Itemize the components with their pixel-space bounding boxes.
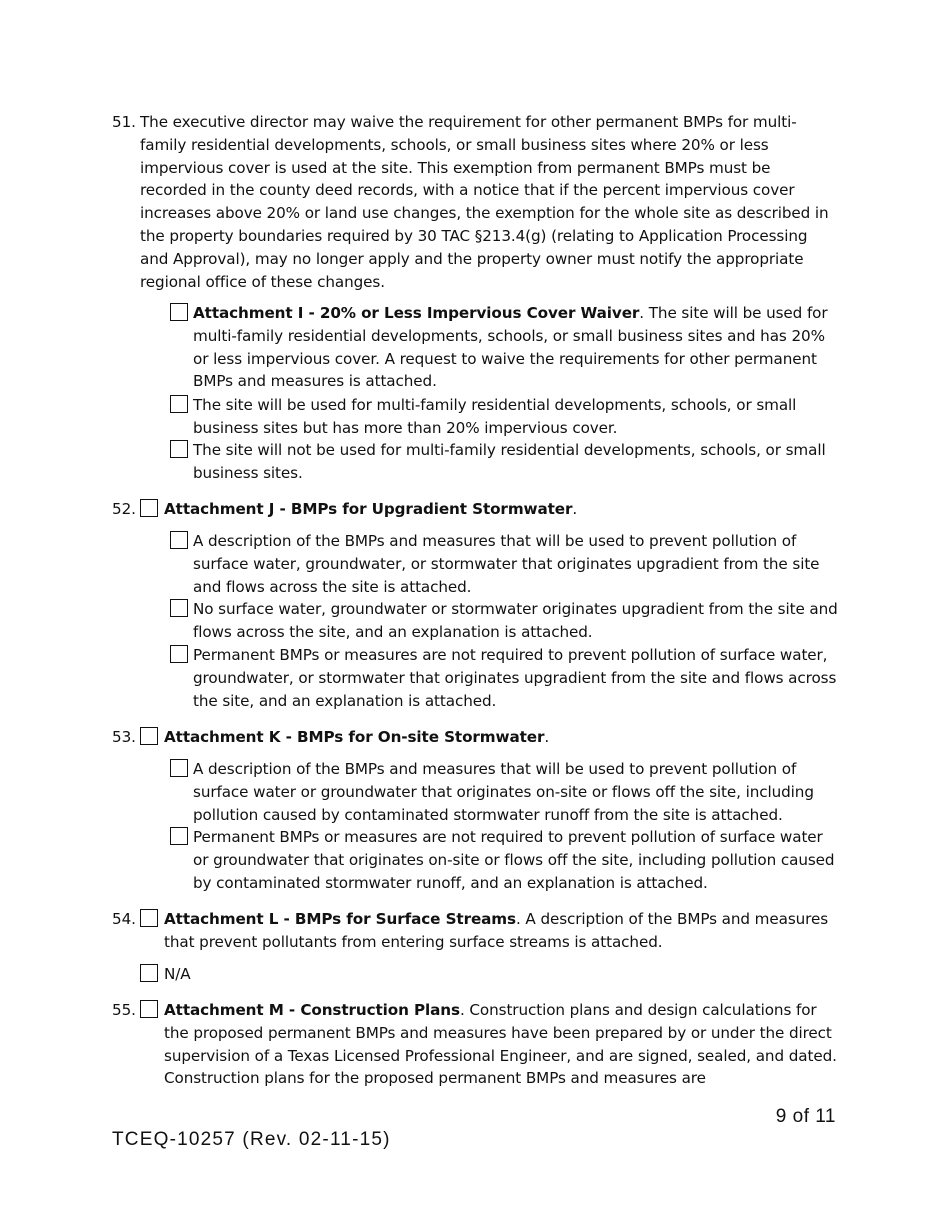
question-52-option-1 xyxy=(170,530,840,598)
question-52-number: 52. xyxy=(112,500,136,518)
question-52-option-3 xyxy=(170,644,840,712)
question-53 xyxy=(112,726,842,749)
question-51-option-3-text: The site will not be used for multi-family residential developments, schools, or small business sites. xyxy=(193,441,826,482)
question-53-option-1-text: A description of the BMPs and measures that will be used to prevent pollution of surface water or groundwater that originates on-site or flows off the site, including pollution caused by contaminated stormwater runoff from the site is attached. xyxy=(193,760,814,824)
question-52-option-2 xyxy=(170,598,840,644)
question-52-text: . xyxy=(572,500,578,518)
question-54 xyxy=(112,908,842,954)
checkbox-attachment-i[interactable] xyxy=(170,303,188,321)
question-55-text: . Construction plans and design calculations for the proposed permanent BMPs and measures have been prepared by or under the direct supervision of a Texas Licensed Professional Engineer, and are signed, sealed, and dated. Construction plans for the proposed permanent BMPs and measures are xyxy=(164,1001,837,1088)
attachment-j-title: Attachment J - BMPs for Upgradient Stormwater xyxy=(164,500,573,518)
checkbox-upgradient-not-required[interactable] xyxy=(170,645,188,663)
attachment-m-title: Attachment M - Construction Plans xyxy=(164,1001,460,1019)
checkbox-attachment-j[interactable] xyxy=(140,499,158,517)
checkbox-attachment-l[interactable] xyxy=(140,909,158,927)
question-51-option-3 xyxy=(170,439,840,485)
checkbox-upgradient-description[interactable] xyxy=(170,531,188,549)
question-55-number: 55. xyxy=(112,1001,136,1019)
question-51-option-1-text: . The site will be used for multi-family residential developments, schools, or small business sites and has 20% or less impervious cover. A request to waive the requirements for other permanent BMPs and measures is attached. xyxy=(193,304,828,391)
question-53-option-2-text: Permanent BMPs or measures are not required to prevent pollution of surface water or groundwater that originates on-site or flows off the site, including pollution caused by contaminated stormwater runoff, and an explanation is attached. xyxy=(193,828,835,892)
attachment-i-title: Attachment I - 20% or Less Impervious Cover Waiver xyxy=(193,304,640,322)
checkbox-attachment-m[interactable] xyxy=(140,1000,158,1018)
checkbox-no-upgradient-water[interactable] xyxy=(170,599,188,617)
attachment-k-title: Attachment K - BMPs for On-site Stormwater xyxy=(164,728,545,746)
question-51-option-2 xyxy=(170,394,840,440)
checkbox-not-used-for-multi-family[interactable] xyxy=(170,440,188,458)
question-52-option-2-text: No surface water, groundwater or stormwater originates upgradient from the site and flows across the site, and an explanation is attached. xyxy=(193,600,838,641)
checkbox-more-than-20-percent[interactable] xyxy=(170,395,188,413)
question-51-text: The executive director may waive the requirement for other permanent BMPs for multi-family residential developments, schools, or small business sites where 20% or less impervious cover is used at the site. This exemption from permanent BMPs must be recorded in the county deed records, with a notice that if the percent impervious cover increases above 20% or land use changes, the exemption for the whole site as described in the property boundaries required by 30 TAC §213.4(g) (relating to Application Processing and Approval), may no longer apply and the property owner must notify the appropriate regional office of these changes. xyxy=(140,113,829,291)
question-52-option-3-text: Permanent BMPs or measures are not required to prevent pollution of surface water, groundwater, or stormwater that originates upgradient from the site and flows across the site, and an explanation is attached. xyxy=(193,646,837,710)
checkbox-onsite-description[interactable] xyxy=(170,759,188,777)
na-label: N/A xyxy=(164,965,191,983)
question-53-option-1 xyxy=(170,758,840,826)
question-51-option-2-text: The site will be used for multi-family residential developments, schools, or small business sites but has more than 20% impervious cover. xyxy=(193,396,797,437)
question-51-number: 51. xyxy=(112,113,136,131)
question-55 xyxy=(112,999,842,1090)
checkbox-attachment-k[interactable] xyxy=(140,727,158,745)
page-number: 9 of 11 xyxy=(775,1106,836,1127)
question-53-text: . xyxy=(544,728,550,746)
question-54-na xyxy=(140,963,191,986)
form-identifier: TCEQ-10257 (Rev. 02-11-15) xyxy=(112,1129,391,1150)
question-51-option-1 xyxy=(170,302,840,393)
checkbox-na[interactable] xyxy=(140,964,158,982)
question-52 xyxy=(112,498,842,521)
checkbox-onsite-not-required[interactable] xyxy=(170,827,188,845)
attachment-l-title: Attachment L - BMPs for Surface Streams xyxy=(164,910,516,928)
question-54-text: . A description of the BMPs and measures that prevent pollutants from entering surface streams is attached. xyxy=(164,910,829,951)
question-53-number: 53. xyxy=(112,728,136,746)
question-53-option-2 xyxy=(170,826,840,894)
question-52-option-1-text: A description of the BMPs and measures that will be used to prevent pollution of surface water, groundwater, or stormwater that originates upgradient from the site and flows across the site is attached. xyxy=(193,532,820,596)
question-54-number: 54. xyxy=(112,910,136,928)
